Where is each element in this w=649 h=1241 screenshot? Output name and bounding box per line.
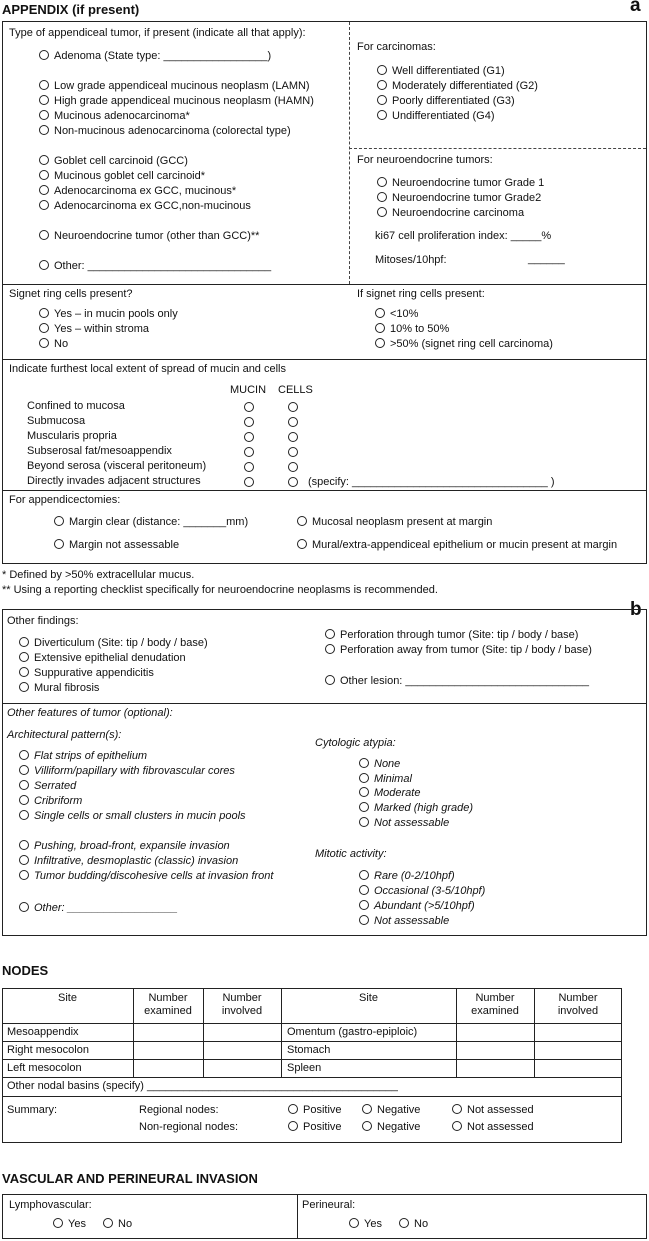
cells-radio[interactable] (288, 417, 298, 427)
cytologic-option[interactable]: Minimal (359, 773, 412, 786)
spread-row-label: Confined to mucosa (27, 400, 125, 412)
radio-circle[interactable] (19, 750, 29, 760)
neuroendocrine-divider (349, 148, 646, 149)
radio-circle[interactable] (19, 637, 29, 647)
radio-circle[interactable] (377, 95, 387, 105)
cytologic-option[interactable]: None (359, 758, 400, 771)
involved-header: Number involved (557, 992, 599, 1017)
architectural-option[interactable]: Single cells or small clusters in mucin pools (19, 810, 246, 823)
perineural-yes[interactable]: Yes (349, 1218, 382, 1231)
radio-circle[interactable] (19, 795, 29, 805)
examined-header: Number examined (144, 992, 192, 1017)
neuroendocrine-label: For neuroendocrine tumors: (357, 154, 493, 166)
node-site: Left mesocolon (7, 1062, 82, 1074)
margin-option[interactable]: Mural/extra-appendiceal epithelium or mucin present at margin (297, 539, 617, 552)
tumor-type-label: Type of appendiceal tumor, if present (indicate all that apply): (9, 27, 306, 39)
vascular-col-rule (297, 1194, 298, 1239)
radio-circle[interactable] (39, 338, 49, 348)
radio-circle[interactable] (399, 1218, 409, 1228)
radio-circle[interactable] (19, 840, 29, 850)
nonregional-negative[interactable]: Negative (362, 1121, 420, 1134)
margin-option[interactable]: Mucosal neoplasm present at margin (297, 516, 492, 529)
cytologic-label: Cytologic atypia: (315, 737, 396, 749)
mucin-radio[interactable] (244, 402, 254, 412)
radio-circle[interactable] (359, 773, 369, 783)
nodes-title: NODES (2, 963, 49, 978)
footnote: ** Using a reporting checklist specifically for neuroendocrine neoplasms is recommended. (2, 584, 438, 596)
tumor-type-option[interactable]: Adenocarcinoma ex GCC,non-mucinous (39, 200, 251, 213)
radio-circle[interactable] (359, 787, 369, 797)
divider-spread (2, 359, 647, 360)
cells-radio[interactable] (288, 402, 298, 412)
architectural-option[interactable]: Tumor budding/discohesive cells at invasion front (19, 870, 273, 883)
radio-circle[interactable] (325, 644, 335, 654)
tumor-type-option[interactable]: Mucinous goblet cell carcinoid* (39, 170, 205, 183)
margin-option[interactable]: Margin clear (distance: _______mm) (54, 516, 248, 529)
mitotic-option[interactable]: Not assessable (359, 915, 449, 928)
finding-option[interactable]: Diverticulum (Site: tip / body / base) (19, 637, 208, 650)
radio-circle[interactable] (19, 765, 29, 775)
tumor-type-option[interactable]: Adenoma (State type: _________________) (39, 50, 271, 63)
specify-field[interactable]: (specify: ________________________________ ) (308, 476, 555, 488)
architectural-option[interactable]: Cribriform (19, 795, 82, 808)
node-site: Stomach (287, 1044, 331, 1056)
radio-circle[interactable] (39, 125, 49, 135)
finding-option[interactable]: Other lesion: ______________________________ (325, 675, 589, 688)
radio-circle[interactable] (19, 780, 29, 790)
nodes-row-rule (2, 1059, 622, 1060)
neuroendocrine-option[interactable]: Neuroendocrine carcinoma (377, 207, 524, 220)
panel-letter-a: a (630, 0, 641, 16)
radio-circle[interactable] (39, 95, 49, 105)
architectural-option[interactable]: Infiltrative, desmoplastic (classic) invasion (19, 855, 238, 868)
radio-circle[interactable] (39, 110, 49, 120)
radio-circle[interactable] (19, 810, 29, 820)
radio-circle[interactable] (349, 1218, 359, 1228)
tumor-type-option[interactable]: Mucinous adenocarcinoma* (39, 110, 190, 123)
mucin-radio[interactable] (244, 417, 254, 427)
radio-circle[interactable] (377, 65, 387, 75)
cytologic-option[interactable]: Marked (high grade) (359, 802, 473, 815)
tumor-type-option[interactable]: Adenocarcinoma ex GCC, mucinous* (39, 185, 236, 198)
ki67-field[interactable]: ki67 cell proliferation index: _____% (375, 230, 552, 242)
mitoses-label: Mitoses/10hpf: (375, 254, 447, 266)
radio-circle[interactable] (375, 323, 385, 333)
radio-circle[interactable] (54, 516, 64, 526)
radio-circle[interactable] (297, 539, 307, 549)
radio-circle[interactable] (297, 516, 307, 526)
mitotic-option[interactable]: Occasional (3-5/10hpf) (359, 885, 485, 898)
regional-label: Regional nodes: (139, 1104, 219, 1116)
radio-circle[interactable] (53, 1218, 63, 1228)
finding-option[interactable]: Suppurative appendicitis (19, 667, 154, 680)
radio-circle[interactable] (325, 629, 335, 639)
radio-circle[interactable] (452, 1104, 462, 1114)
carcinoma-grade-option[interactable]: Moderately differentiated (G2) (377, 80, 538, 93)
divider-signet (2, 284, 647, 285)
lymphovascular-label: Lymphovascular: (9, 1199, 92, 1211)
examined-header: Number examined (471, 992, 519, 1017)
tumor-type-option[interactable]: Neuroendocrine tumor (other than GCC)** (39, 230, 259, 243)
spread-row-label: Directly invades adjacent structures (27, 475, 201, 487)
spread-row-label: Beyond serosa (visceral peritoneum) (27, 460, 207, 472)
cells-header: CELLS (278, 384, 313, 396)
divider-other-features (2, 703, 647, 704)
summary-label: Summary: (7, 1104, 58, 1116)
node-site: Omentum (gastro-epiploic) (287, 1026, 418, 1038)
spread-label: Indicate furthest local extent of spread of mucin and cells (9, 363, 286, 375)
mucin-radio[interactable] (244, 447, 254, 457)
radio-circle[interactable] (377, 192, 387, 202)
signet-percent-option[interactable]: 10% to 50% (375, 323, 449, 336)
appendix-title: APPENDIX (if present) (2, 2, 140, 17)
tumor-type-option[interactable]: Goblet cell carcinoid (GCC) (39, 155, 188, 168)
architectural-option[interactable]: Flat strips of epithelium (19, 750, 147, 763)
signet-label: Signet ring cells present? (9, 288, 133, 300)
other-features-label: Other features of tumor (optional): (7, 707, 173, 719)
panel-letter-b: b (630, 599, 642, 620)
node-site: Mesoappendix (7, 1026, 79, 1038)
radio-circle[interactable] (19, 902, 29, 912)
radio-circle[interactable] (375, 308, 385, 318)
radio-circle[interactable] (362, 1121, 372, 1131)
radio-circle[interactable] (362, 1104, 372, 1114)
spread-row-label: Submucosa (27, 415, 86, 427)
lymphovascular-yes[interactable]: Yes (53, 1218, 86, 1231)
nonregional-not-assessed[interactable]: Not assessed (452, 1121, 534, 1134)
radio-circle[interactable] (377, 207, 387, 217)
perineural-no[interactable]: No (399, 1218, 428, 1231)
other-basins-field[interactable]: Other nodal basins (specify) _________________________________________ (7, 1080, 398, 1092)
radio-circle[interactable] (375, 338, 385, 348)
radio-circle[interactable] (19, 870, 29, 880)
radio-circle[interactable] (377, 80, 387, 90)
radio-circle[interactable] (39, 80, 49, 90)
radio-circle[interactable] (39, 230, 49, 240)
column-divider (349, 22, 350, 284)
finding-option[interactable]: Mural fibrosis (19, 682, 99, 695)
carcinoma-grade-option[interactable]: Poorly differentiated (G3) (377, 95, 515, 108)
radio-circle[interactable] (39, 50, 49, 60)
radio-circle[interactable] (359, 817, 369, 827)
perineural-label: Perineural: (302, 1199, 356, 1211)
mitotic-label: Mitotic activity: (315, 848, 387, 860)
nodes-row-rule (2, 1077, 622, 1078)
cytologic-option[interactable]: Moderate (359, 787, 420, 800)
regional-negative[interactable]: Negative (362, 1104, 420, 1117)
tumor-type-option[interactable]: Low grade appendiceal mucinous neoplasm (LAMN) (39, 80, 310, 93)
radio-circle[interactable] (359, 870, 369, 880)
cells-radio[interactable] (288, 447, 298, 457)
divider-appendectomy (2, 490, 647, 491)
radio-circle[interactable] (39, 323, 49, 333)
spread-row-label: Muscularis propria (27, 430, 117, 442)
signet-option[interactable]: Yes – within stroma (39, 323, 149, 336)
finding-option[interactable]: Extensive epithelial denudation (19, 652, 186, 665)
nodes-row-rule (2, 1096, 622, 1097)
mitotic-option[interactable]: Abundant (>5/10hpf) (359, 900, 475, 913)
finding-option[interactable]: Perforation through tumor (Site: tip / body / base) (325, 629, 578, 642)
tumor-type-option[interactable]: High grade appendiceal mucinous neoplasm (HAMN) (39, 95, 314, 108)
nonregional-positive[interactable]: Positive (288, 1121, 342, 1134)
node-site: Spleen (287, 1062, 322, 1074)
signet-option[interactable]: Yes – in mucin pools only (39, 308, 178, 321)
cytologic-option[interactable]: Not assessable (359, 817, 449, 830)
node-site: Right mesocolon (7, 1044, 89, 1056)
architectural-option[interactable]: Pushing, broad-front, expansile invasion (19, 840, 230, 853)
margin-option[interactable]: Margin not assessable (54, 539, 179, 552)
carcinoma-label: For carcinomas: (357, 41, 436, 53)
signet-option[interactable]: No (39, 338, 68, 351)
radio-circle[interactable] (39, 185, 49, 195)
radio-circle[interactable] (54, 539, 64, 549)
architectural-label: Architectural pattern(s): (7, 729, 122, 741)
radio-circle[interactable] (39, 260, 49, 270)
radio-circle[interactable] (359, 885, 369, 895)
radio-circle[interactable] (39, 308, 49, 318)
architectural-option[interactable]: Serrated (19, 780, 76, 793)
mucin-radio[interactable] (244, 462, 254, 472)
mucin-radio[interactable] (244, 432, 254, 442)
nodes-header-rule (2, 1023, 622, 1024)
radio-circle[interactable] (19, 667, 29, 677)
tumor-type-option[interactable]: Non-mucinous adenocarcinoma (colorectal type) (39, 125, 291, 138)
radio-circle[interactable] (325, 675, 335, 685)
signet-if-label: If signet ring cells present: (357, 288, 485, 300)
mucin-radio[interactable] (244, 477, 254, 487)
spread-row-label: Subserosal fat/mesoappendix (27, 445, 172, 457)
radio-circle[interactable] (39, 170, 49, 180)
neuroendocrine-option[interactable]: Neuroendocrine tumor Grade 1 (377, 177, 544, 190)
radio-circle[interactable] (103, 1218, 113, 1228)
radio-circle[interactable] (359, 900, 369, 910)
regional-not-assessed[interactable]: Not assessed (452, 1104, 534, 1117)
nodes-row-rule (2, 1041, 622, 1042)
radio-circle[interactable] (377, 177, 387, 187)
involved-header: Number involved (221, 992, 263, 1017)
carcinoma-grade-option[interactable]: Well differentiated (G1) (377, 65, 505, 78)
radio-circle[interactable] (39, 155, 49, 165)
radio-circle[interactable] (288, 1121, 298, 1131)
radio-circle[interactable] (359, 915, 369, 925)
mitotic-option[interactable]: Rare (0-2/10hpf) (359, 870, 455, 883)
nonregional-label: Non-regional nodes: (139, 1121, 239, 1133)
lymphovascular-no[interactable]: No (103, 1218, 132, 1231)
radio-circle[interactable] (359, 802, 369, 812)
signet-percent-option[interactable]: <10% (375, 308, 418, 321)
radio-circle[interactable] (359, 758, 369, 768)
regional-positive[interactable]: Positive (288, 1104, 342, 1117)
footnote: * Defined by >50% extracellular mucus. (2, 569, 195, 581)
radio-circle[interactable] (288, 1104, 298, 1114)
neuroendocrine-option[interactable]: Neuroendocrine tumor Grade2 (377, 192, 541, 205)
cells-radio[interactable] (288, 432, 298, 442)
cells-radio[interactable] (288, 462, 298, 472)
tumor-type-option[interactable]: Other: ______________________________ (39, 260, 271, 273)
cells-radio[interactable] (288, 477, 298, 487)
radio-circle[interactable] (377, 110, 387, 120)
finding-option[interactable]: Perforation away from tumor (Site: tip / body / base) (325, 644, 592, 657)
signet-percent-option[interactable]: >50% (signet ring cell carcinoma) (375, 338, 553, 351)
architectural-option[interactable]: Villiform/papillary with fibrovascular cores (19, 765, 235, 778)
vascular-title: VASCULAR AND PERINEURAL INVASION (2, 1171, 258, 1186)
carcinoma-grade-option[interactable]: Undifferentiated (G4) (377, 110, 495, 123)
radio-circle[interactable] (19, 652, 29, 662)
radio-circle[interactable] (39, 200, 49, 210)
architectural-option[interactable]: Other: __________________ (19, 902, 178, 915)
radio-circle[interactable] (452, 1121, 462, 1131)
radio-circle[interactable] (19, 682, 29, 692)
radio-circle[interactable] (19, 855, 29, 865)
site-header: Site (359, 992, 378, 1004)
mucin-header: MUCIN (230, 384, 267, 396)
mitoses-field[interactable]: ______ (528, 253, 565, 265)
appendectomy-label: For appendicectomies: (9, 494, 121, 506)
other-findings-label: Other findings: (7, 615, 79, 627)
site-header: Site (58, 992, 77, 1004)
